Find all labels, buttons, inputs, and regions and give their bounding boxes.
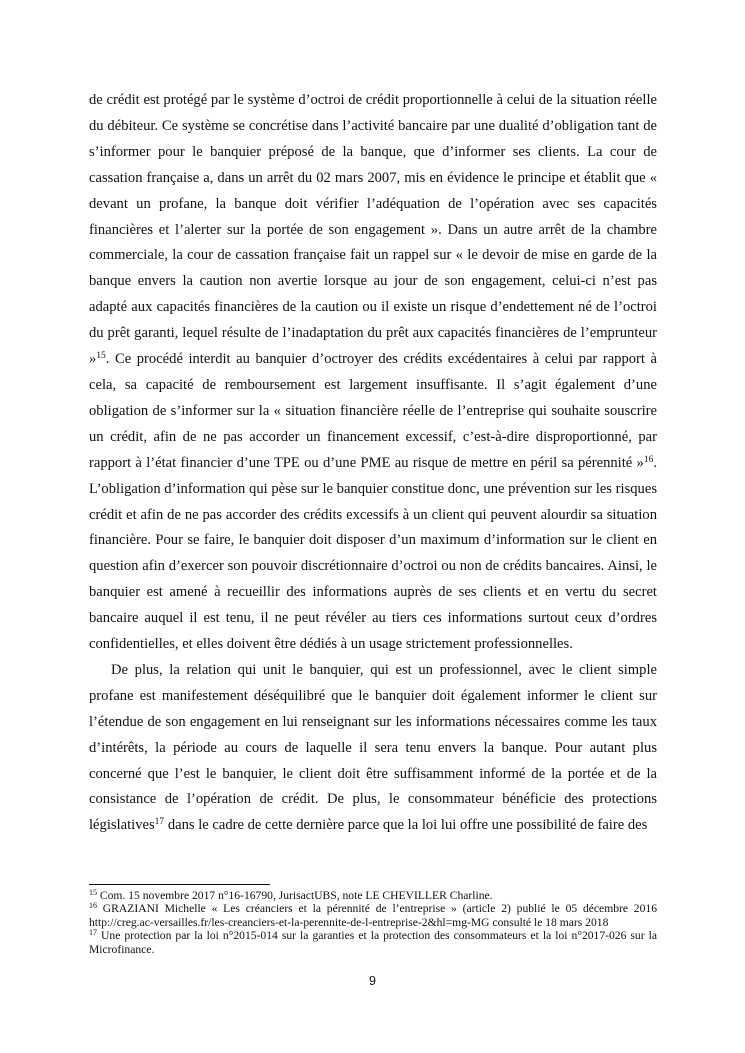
footnote-separator — [89, 884, 270, 885]
footnote-link[interactable]: http://creg.ac-versailles.fr/les-creanciers-et-la-perennite-de-l-entreprise-2&hl=mg-MG — [89, 915, 490, 929]
footnote-16 — [89, 902, 657, 929]
footnote-number: 15 — [89, 888, 97, 897]
paragraph-2-text-b: dans le cadre de cette dernière parce que la loi lui offre une possibilité de faire des — [164, 817, 648, 834]
footnote-text: Une protection par la loi n°2015-014 sur la garanties et la protection des consommateurs et la loi n°2017-026 sur la Microfinance. — [89, 929, 657, 956]
footnotes — [89, 889, 657, 956]
footnote-number: 17 — [89, 928, 97, 938]
footnote-text: GRAZIANI Michelle « Les créanciers et la pérennité de l’entreprise » (article 2) publié le 05 décembre 2016 — [97, 902, 657, 916]
footnote-ref-15[interactable]: 15 — [96, 351, 106, 362]
body-text — [89, 88, 657, 839]
footnote-ref-17[interactable]: 17 — [154, 817, 165, 828]
footnote-number: 16 — [89, 901, 97, 911]
paragraph-2-text-a: De plus, la relation qui unit le banquier, qui est un professionnel, avec le client simple profane est manifestement déséquilibré que le banquier doit également informer le client sur l’étendue de son engagement en lui renseignant sur les informations nécessaires comme les taux d’intérêts, la période au cours de laquelle il sera tenu envers la banque. Pour autant plus concerné que l’est le banquier, le client doit être suffisamment informé de la portée et de la consistance de l’opération de crédit. De plus, le consommateur bénéficie des protections législatives — [89, 661, 657, 834]
paragraph-2 — [89, 658, 657, 839]
footnote-text-tail: consulté le 18 mars 2018 — [489, 915, 609, 929]
footnote-ref-16[interactable]: 16 — [643, 454, 654, 465]
footnote-15 — [89, 889, 657, 902]
footnote-17 — [89, 929, 657, 956]
paragraph-1-text-a: de crédit est protégé par le système d’octroi de crédit proportionnelle à celui de la situation réelle du débiteur. Ce système se concrétise dans l’activité bancaire par une dualité d’obligation tant de s’informer pour le banquier préposé de la banque, que d’informer ses clients. La cour de cassation française a, dans un arrêt du 02 mars 2007, mis en évidence le principe et établit que « devant un profane, la banque doit vérifier l’adéquation de l’opération avec ses capacités financières et l’alerter sur la portée de son engagement ». Dans un autre arrêt de la chambre commerciale, la cour de cassation française fait un rappel sur « le devoir de mise en garde de la banque envers la caution non avertie lorsque au jour de son engagement, celui-ci n’est pas adapté aux capacités financières de la caution ou il existe un risque d’endettement né de l’octroi du prêt garanti, lequel résulte de l’inadaptation du prêt aux capacités financières de l’emprunteur » — [89, 92, 657, 368]
paragraph-1-text-c: . L’obligation d’information qui pèse sur le banquier constitue donc, une prévention sur les risques crédit et afin de ne pas accorder des crédits excessifs à un client qui peuvent alourdir sa situation financière. Pour se faire, le banquier doit disposer d’un maximum d’information sur le client en question afin d’exercer son pouvoir discrétionnaire d’octroi ou non de crédits bancaires. Ainsi, le banquier est amené à recueillir des informations auprès de ses clients et en vertu du secret bancaire auquel il est tenu, il ne peut révéler au tiers ces informations surtout ceux d’ordres confidentielles, et elles doivent être dédiés à un usage strictement professionnelles. — [89, 454, 657, 653]
paragraph-1 — [89, 88, 657, 658]
page-number: 9 — [369, 974, 376, 988]
footnote-text: Com. 15 novembre 2017 n°16-16790, JurisactUBS, note LE CHEVILLER Charline. — [97, 889, 493, 902]
paragraph-1-text-b: . Ce procédé interdit au banquier d’octroyer des crédits excédentaires à celui par rapport à cela, sa capacité de remboursement est largement insuffisante. Il s’agit également d’une obligation de s’informer sur la « situation financière réelle de l’entreprise qui souhaite souscrire un crédit, afin de ne pas accorder un financement excessif, c’est-à-dire disproportionné, par rapport à l’état financier d’une TPE ou d’une PME au risque de mettre en péril sa pérennité » — [89, 351, 657, 471]
